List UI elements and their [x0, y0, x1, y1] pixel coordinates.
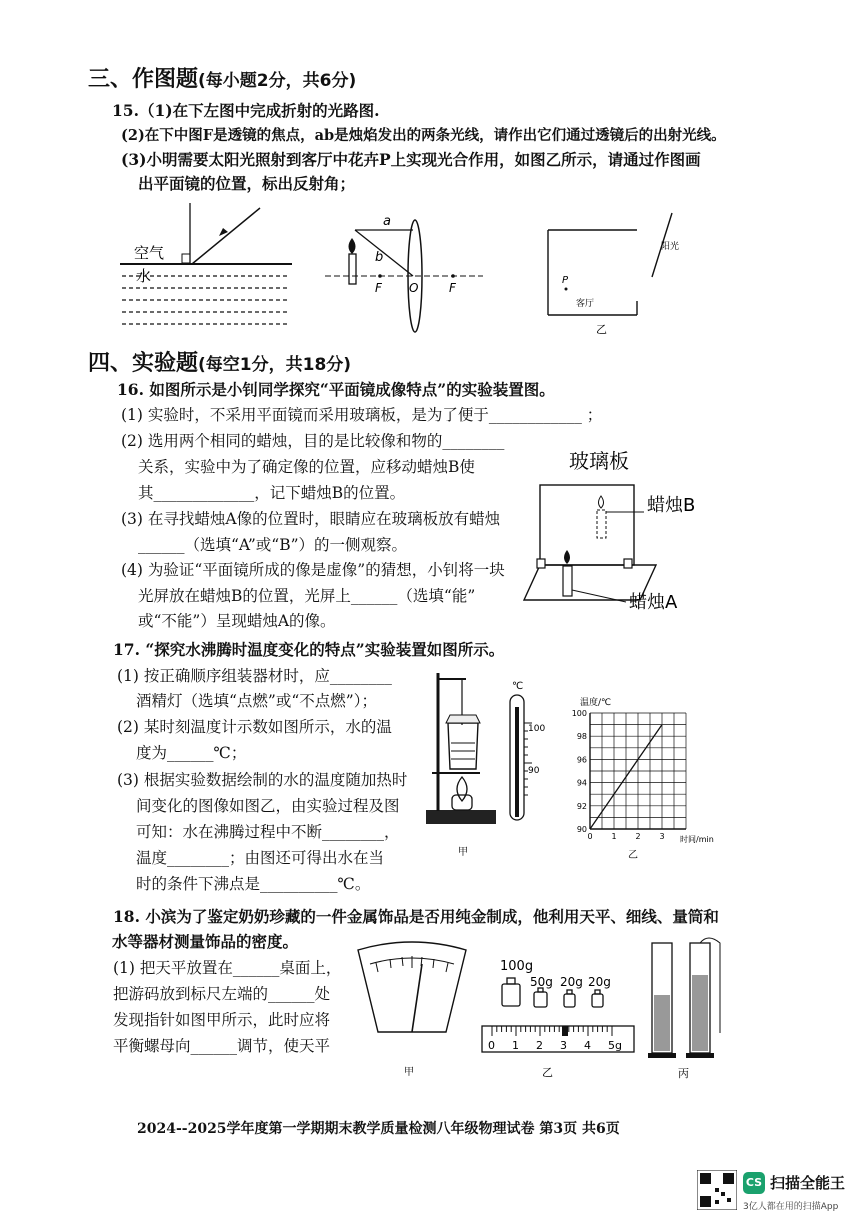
scale-ticks — [376, 956, 448, 972]
cylinder-left-base — [648, 1053, 676, 1058]
alcohol-lamp — [452, 795, 472, 810]
boiling-apparatus-figure — [418, 665, 553, 865]
glass-plate-label: 玻璃板 — [569, 449, 629, 473]
candle-b — [597, 510, 606, 538]
q17-part3-line3: 可知：水在沸腾过程中不断________， — [136, 823, 400, 841]
measuring-cylinders-figure — [642, 935, 732, 1080]
candle-a-label: 蜡烛A — [629, 592, 678, 613]
candle-b-flame-icon — [599, 496, 604, 508]
q18-part1-line1: (1) 把天平放置在______桌面上， — [113, 959, 342, 977]
q18-part1-line4: 平衡螺母向______调节，使天平 — [113, 1037, 331, 1055]
section-score: (每小题2分，共6分) — [198, 71, 357, 91]
q16-part4-line3: 或“不能”）呈现蜡烛A的像。 — [138, 612, 336, 630]
figure-caption-bing: 丙 — [678, 1067, 689, 1080]
section-title: 四、实验题 — [88, 351, 199, 376]
q18-part1-line3: 发现指针如图甲所示，此时应将 — [113, 1011, 331, 1029]
x-tick-label: 2 — [635, 832, 641, 841]
ruler-3: 3 — [560, 1039, 567, 1052]
scale-face — [358, 942, 466, 1032]
page-footer: 2024--2025学年度第一学期期末教学质量检测八年级物理试卷 第3页 共6页 — [137, 1121, 620, 1137]
thermometer-90: 90 — [528, 766, 540, 776]
x-tick-label: 1 — [611, 832, 617, 841]
camscanner-logo: CS — [743, 1172, 765, 1194]
plant-p-label: P — [562, 275, 569, 286]
q17-part2-line1: (2) 某时刻温度计示数如图所示，水的温 — [117, 718, 392, 736]
q15-line4: 出平面镜的位置，标出反射角； — [138, 174, 356, 193]
q17-part3-line2: 间变化的图像如图乙，由实验过程及图 — [136, 797, 400, 815]
weight-20g-b-label: 20g — [588, 975, 611, 989]
q15-line2: (2)在下中图F是透镜的焦点，ab是烛焰发出的两条光线，请作出它们通过透镜后的出射光线。 — [121, 127, 726, 144]
y-tick-label: 94 — [576, 778, 587, 788]
q18-part1-line2: 把游码放到标尺左端的______处 — [113, 985, 331, 1003]
cylinder-right-water — [692, 975, 708, 1051]
camscanner-name: 扫描全能王 — [770, 1174, 846, 1192]
optical-center-label: O — [409, 281, 419, 295]
flame-icon — [349, 238, 356, 254]
ray-b-label: b — [375, 250, 384, 265]
ruler-ticks — [492, 1026, 612, 1036]
y-tick-label: 90 — [576, 825, 587, 834]
sunlight-label: 阳光 — [661, 242, 680, 252]
x-tick-label: 0 — [587, 832, 593, 841]
focus-right — [451, 274, 455, 278]
weight-20g-a-label: 20g — [560, 975, 583, 989]
y-tick-label: 96 — [576, 755, 587, 765]
q15-line3: (3)小明需要太阳光照射到客厅中花卉P上实现光合作用，如图乙所示，请通过作图画 — [121, 150, 701, 169]
chart-grid — [590, 713, 686, 829]
cylinder-right-base — [686, 1053, 714, 1058]
glass-plate — [540, 485, 634, 565]
figure-caption-yi: 乙 — [542, 1066, 553, 1079]
section-heading-drawing — [88, 62, 356, 93]
thermometer-liquid — [515, 707, 519, 817]
q17-part3-line1: (3) 根据实验数据绘制的水的温度随加热时 — [117, 771, 408, 789]
weights-ruler-figure — [478, 950, 638, 1080]
balance-pointer — [412, 964, 422, 1032]
stand-base — [426, 810, 496, 824]
candle-a-flame-icon — [564, 550, 570, 564]
water-lines — [451, 743, 475, 759]
air-label: 空气 — [134, 244, 165, 262]
alcohol-lamp-flame-icon — [457, 777, 467, 801]
right-angle-mark — [182, 254, 190, 263]
focus-label-right: F — [449, 281, 456, 295]
figure-caption-jia: 甲 — [458, 847, 468, 858]
q16-part3-line2: ______（选填“A”或“B”）的一侧观察。 — [138, 536, 408, 554]
weight-100g-label: 100g — [500, 959, 534, 974]
chart-xlabel: 时间/min — [680, 835, 714, 844]
y-tick-label: 92 — [576, 801, 587, 811]
q16-part2-line1: (2) 选用两个相同的蜡烛，目的是比较像和物的________ — [121, 432, 505, 450]
figure-caption-yi: 乙 — [596, 323, 607, 335]
section-title: 三、作图题 — [88, 67, 199, 92]
candle-b-label: 蜡烛B — [647, 495, 696, 516]
water-label: 水 — [136, 267, 152, 285]
plate-holder-left — [537, 559, 545, 568]
q17-stem: 17. “探究水沸腾时温度变化的特点”实验装置如图所示。 — [113, 640, 505, 659]
incident-ray — [192, 208, 260, 264]
rider-slider — [562, 1026, 568, 1036]
q16-part4-line1: (4) 为验证“平面镜所成的像是虚像”的猜想，小钊将一块 — [121, 561, 505, 579]
mirror-experiment-figure — [516, 440, 716, 625]
ray-a-label: a — [383, 214, 391, 229]
refraction-figure — [120, 198, 295, 333]
candle-a — [563, 566, 572, 596]
q16-part3-line1: (3) 在寻找蜡烛A像的位置时，眼睛应在玻璃板放有蜡烛 — [121, 510, 501, 528]
q17-part1-line2: 酒精灯（选填“点燃”或“不点燃”）； — [136, 692, 377, 710]
room-figure — [540, 205, 700, 335]
lens-figure — [325, 200, 485, 335]
q16-part2-line3: 其_____________，记下蜡烛B的位置。 — [138, 484, 406, 502]
ruler-0: 0 — [488, 1039, 495, 1052]
plant-point — [565, 288, 568, 291]
thermometer-100: 100 — [528, 724, 546, 734]
section-score: (每空1分，共18分) — [198, 355, 352, 375]
q17-part3-line5: 时的条件下沸点是__________℃。 — [136, 875, 371, 893]
ruler-4: 4 — [584, 1039, 591, 1052]
y-tick-label: 98 — [576, 732, 587, 742]
chart-ylabel: 温度/℃ — [580, 698, 612, 708]
q17-part1-line1: (1) 按正确顺序组装器材时，应________ — [117, 667, 392, 685]
x-tick-label: 3 — [659, 832, 665, 841]
q16-part4-line2: 光屏放在蜡烛B的位置，光屏上______（选填“能” — [138, 587, 476, 605]
candle-body — [349, 254, 356, 284]
figure-caption-jia: 甲 — [404, 1067, 414, 1078]
thermometer-unit: ℃ — [512, 681, 524, 692]
y-tick-label: 100 — [571, 709, 587, 718]
section-heading-experiment — [88, 346, 351, 377]
focus-label-left: F — [375, 281, 382, 295]
ray-b — [355, 230, 413, 276]
ruler-1: 1 — [512, 1039, 519, 1052]
cylinder-left-water — [654, 995, 670, 1051]
q16-part2-line2: 关系，实验中为了确定像的位置，应移动蜡烛B使 — [138, 458, 475, 476]
q17-part3-line4: 温度________；由图还可得出水在当 — [136, 849, 385, 867]
q17-part2-line2: 度为______℃； — [136, 744, 247, 762]
camscanner-tagline: 3亿人都在用的扫描App — [743, 1202, 839, 1212]
q18-line2: 水等器材测量饰品的密度。 — [112, 932, 299, 951]
ruler-2: 2 — [536, 1039, 543, 1052]
living-room-label: 客厅 — [576, 299, 595, 309]
temperature-chart — [560, 693, 720, 863]
chart-ticks — [572, 709, 665, 841]
beaker — [448, 723, 478, 769]
figure-caption-yi: 乙 — [628, 850, 638, 861]
ruler-5g: 5g — [608, 1039, 622, 1052]
plate-holder-right — [624, 559, 632, 568]
q18-line1: 18. 小滨为了鉴定奶奶珍藏的一件金属饰品是否用纯金制成，他利用天平、细线、量筒和 — [113, 907, 719, 926]
weight-50g-label: 50g — [530, 975, 553, 989]
beaker-lid — [446, 715, 480, 723]
balance-pointer-figure — [350, 940, 475, 1080]
q16-stem: 16. 如图所示是小钊同学探究“平面镜成像特点”的实验装置图。 — [117, 380, 555, 399]
qr-code-icon — [697, 1170, 737, 1210]
focus-left — [378, 274, 382, 278]
q16-part1: (1) 实验时，不采用平面镜而采用玻璃板，是为了便于____________ ； — [121, 406, 603, 424]
q15-line1: 15.（1)在下左图中完成折射的光路图. — [112, 101, 380, 120]
